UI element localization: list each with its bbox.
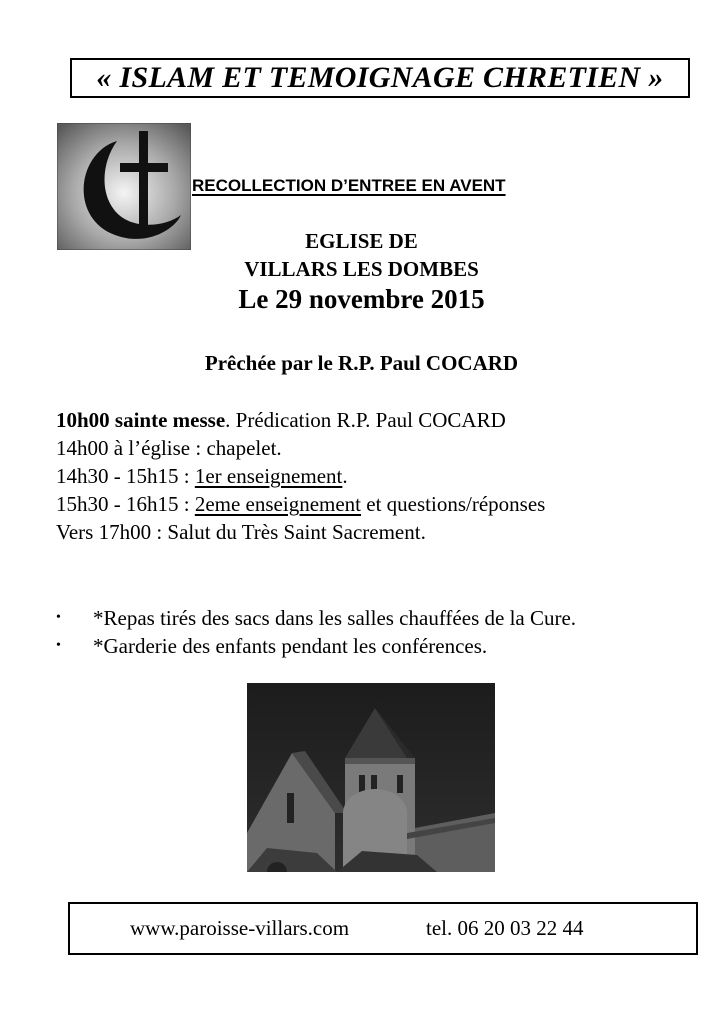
list-item [56,604,706,632]
teaching-2: 2eme enseignement [194,492,362,516]
schedule-item [56,462,706,490]
schedule-list [56,406,706,546]
schedule-item: Vers 17h00 : Salut du Très Saint Sacrement. [56,520,426,544]
church-name-line1: EGLISE DE [305,229,418,253]
schedule-time: 14h30 - 15h15 : [56,464,195,488]
schedule-suffix: et questions/réponses [361,492,546,516]
event-subtitle: RECOLLECTION D’ENTREE EN AVENT [192,176,506,195]
mass-time: 10h00 sainte messe [56,408,226,432]
page-title [70,58,690,98]
note-text: *Repas tirés des sacs dans les salles chauffées de la Cure. [93,606,577,630]
church-photo [247,683,495,872]
church-name-line2: VILLARS LES DOMBES [244,257,479,281]
schedule-item [56,490,706,518]
schedule-item: 14h00 à l’église : chapelet. [56,436,282,460]
schedule-time: 15h30 - 16h15 : [56,492,195,516]
bullet-icon: • [56,610,61,625]
website-link[interactable]: www.paroisse-villars.com [130,916,350,940]
mass-description: . Prédication R.P. Paul COCARD [225,408,506,432]
list-item [56,632,706,660]
page-title-text: « ISLAM ET TEMOIGNAGE CHRETIEN » [96,61,664,94]
phone-number: tel. 06 20 03 22 44 [426,916,584,940]
event-date: Le 29 novembre 2015 [238,284,485,314]
footer [68,902,698,955]
schedule-suffix: . [342,464,348,488]
notes-list [56,604,706,660]
schedule-item [56,406,706,434]
teaching-1: 1er enseignement [194,464,343,488]
preacher-line: Prêchée par le R.P. Paul COCARD [204,351,519,375]
bullet-icon: • [56,638,61,653]
note-text: *Garderie des enfants pendant les conférences. [93,634,488,658]
